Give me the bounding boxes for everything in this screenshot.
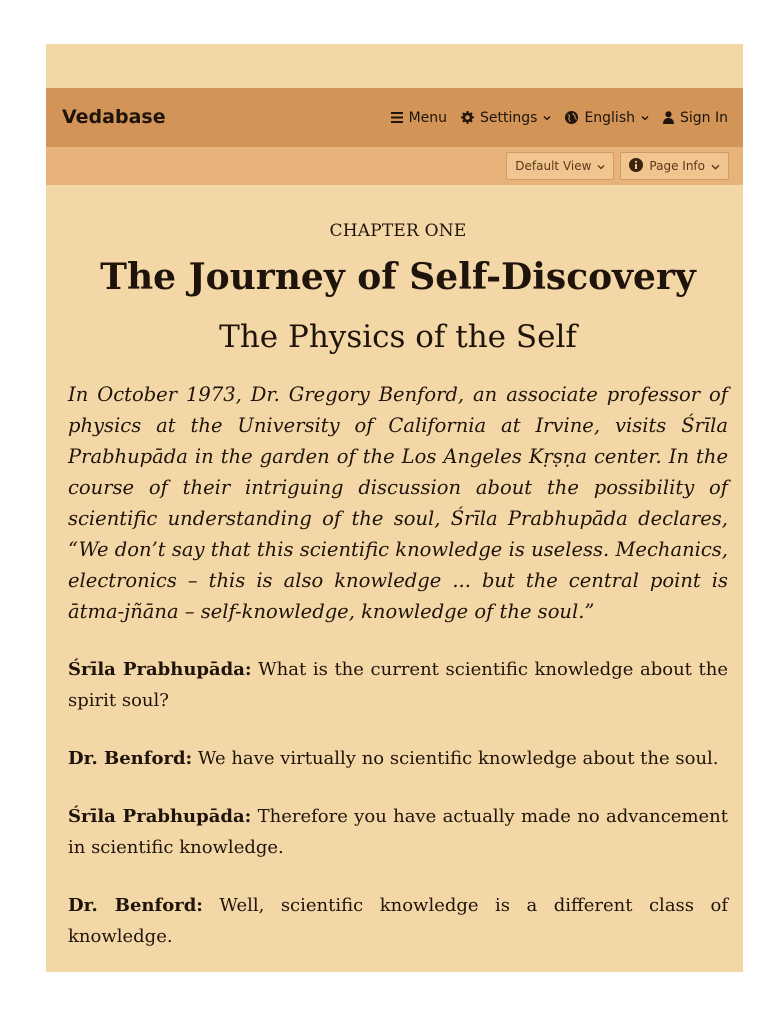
- sign-in-label: Sign In: [680, 109, 728, 126]
- globe-icon: [565, 111, 578, 124]
- chevron-down-icon: [641, 115, 649, 121]
- intro-paragraph: In October 1973, Dr. Gregory Benford, an associate professor of physics at the University of California at Irvine, visits Śrīla Prabhupāda in the garden of the Los Angeles Kṛṣṇa center. In the course of their intriguing discussion about the possibility of scientific understanding of the soul, Śrīla Prabhupāda declares, “We don’t say that this scientific knowledge is useless. Mechanics, electronics – this is also knowledge ... but the central point is ātma-jñāna – self-knowledge, knowledge of the soul.”: [68, 383, 728, 623]
- dialog-line: [68, 890, 728, 952]
- language-label: English: [584, 109, 635, 126]
- chapter-label: CHAPTER ONE: [329, 221, 467, 241]
- dialog-text: Therefore you have actually made no advancement in scientific knowledge.: [68, 806, 729, 858]
- page-frame: [46, 44, 743, 972]
- top-navbar: [46, 88, 743, 147]
- article-content: [68, 185, 728, 952]
- dialog-line: [68, 654, 728, 716]
- dialog-text: Well, scientific knowledge is a different class of knowledge.: [68, 895, 728, 947]
- dialog-text: What is the current scientific knowledge about the spirit soul?: [68, 659, 728, 711]
- sign-in-button[interactable]: [663, 110, 728, 126]
- speaker-name: Dr. Benford:: [68, 895, 203, 916]
- speaker-name: Śrīla Prabhupāda:: [68, 659, 252, 680]
- dialog-section: [68, 654, 728, 952]
- page-info-dropdown[interactable]: [620, 152, 729, 180]
- gear-icon: [461, 111, 474, 124]
- speaker-name: Dr. Benford:: [68, 748, 193, 769]
- language-dropdown[interactable]: [565, 110, 649, 126]
- info-circle-icon: [629, 158, 643, 175]
- bars-icon: [391, 112, 403, 123]
- view-dropdown[interactable]: [506, 152, 614, 180]
- view-label: Default View: [515, 159, 592, 173]
- brand-logo[interactable]: Vedabase: [62, 106, 166, 128]
- user-icon: [663, 111, 674, 124]
- dialog-line: [68, 801, 728, 863]
- dialog-line: [68, 743, 728, 774]
- settings-dropdown[interactable]: [461, 110, 551, 126]
- settings-label: Settings: [480, 109, 538, 126]
- nav-items: [391, 88, 728, 147]
- chapter-title: The Journey of Self-Discovery: [100, 256, 696, 298]
- page-toolbar: [46, 147, 743, 185]
- section-subtitle: The Physics of the Self: [219, 319, 577, 355]
- toolbar-buttons: [506, 152, 729, 180]
- chevron-down-icon: [543, 115, 551, 121]
- chevron-down-icon: [597, 159, 605, 173]
- menu-button[interactable]: [391, 110, 447, 126]
- page-info-label: Page Info: [649, 159, 705, 173]
- chevron-down-icon: [711, 159, 720, 173]
- speaker-name: Śrīla Prabhupāda:: [68, 806, 252, 827]
- dialog-text: We have virtually no scientific knowledge about the soul.: [192, 748, 719, 769]
- menu-label: Menu: [408, 109, 448, 126]
